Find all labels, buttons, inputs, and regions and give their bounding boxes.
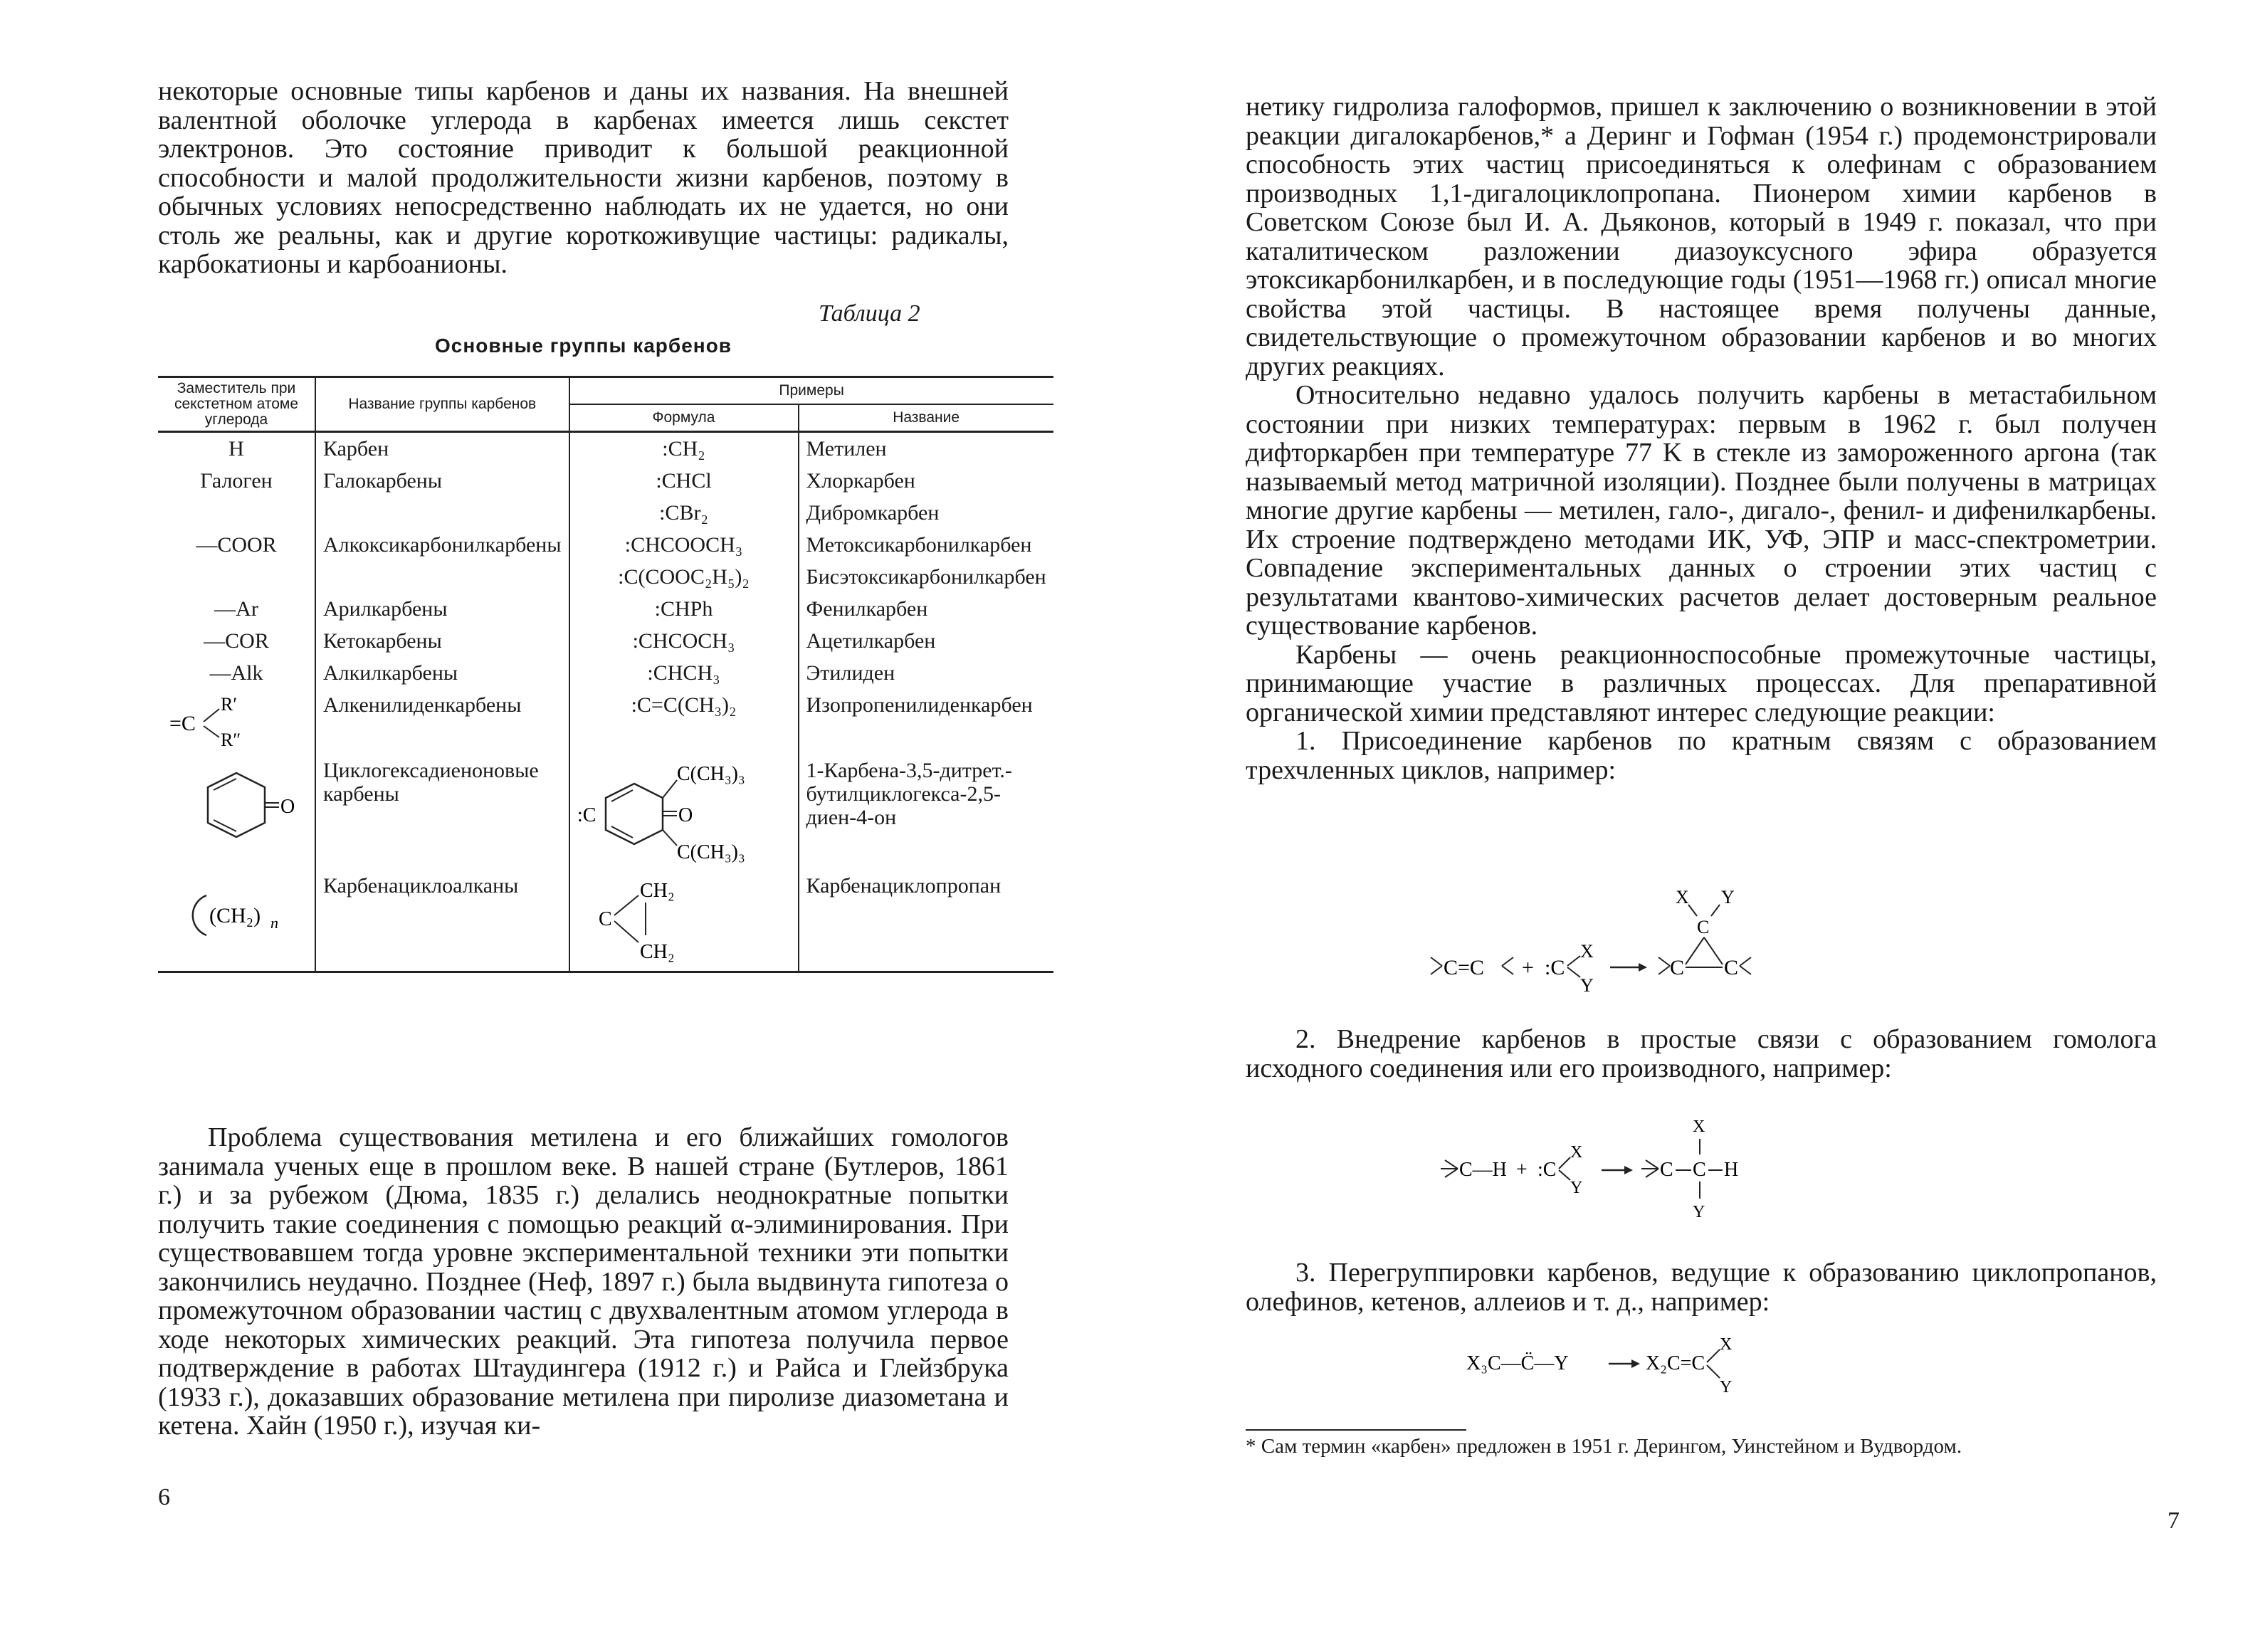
table-row (158, 465, 1053, 497)
eq3-y: Y (1720, 1378, 1733, 1396)
cell-formula-cyclopropane (569, 870, 799, 972)
cyclopropane-carbene-structure (577, 874, 720, 967)
cell-group: Карбенациклоалканы (315, 870, 569, 972)
cell-name: 1-Карбена-3,5-дитрет.-бутилциклогекса-2,5-диен-4-он (799, 754, 1053, 870)
cycloalkane-structure (165, 874, 307, 952)
page-number: 7 (2167, 1508, 2180, 1534)
right-text (1246, 93, 2157, 784)
cell-formula: :CBr₂ (569, 497, 799, 529)
table-row (158, 497, 1053, 529)
eq1-c-left: C (1670, 956, 1685, 979)
eq3-reactant: X₃C—C̈—Y (1466, 1352, 1569, 1374)
equation-rearrangement (1466, 1324, 1865, 1402)
eq1-c-top: C (1697, 917, 1710, 937)
eq2-x: X (1570, 1143, 1583, 1162)
cell-group (315, 497, 569, 529)
paragraph: Карбены — очень реакционноспособные промежуточные частицы, принимающие участие в различных процессах. Для препаративной органической химии представляют интерес следующие реакции: (1246, 639, 2157, 727)
cell-group: Карбен (315, 432, 569, 465)
table-title: Основные группы карбенов (434, 335, 732, 357)
left-bottom-text (158, 1123, 1009, 1441)
table-row (158, 870, 1053, 972)
paragraph: Относительно недавно удалось получить карбены в метастабильном состоянии при низких температурах: первым в 1962 г. был получен дифторкарбен при температуре 77 K в стекле из замороженного аргона (так называемый метод матричной изоляции). Позднее были получены в матрицах многие другие карбены — метилен, гало-, дигало-, фенил- и дифенилкарбены. Их строение подтверждено методами ИК, УФ, ЭПР и масс-спектрометрии. Совпадение экспериментальных данных о строении этих частиц с результатами квантово-химических расчетов делает достоверным реальное существование карбенов. (1246, 380, 2157, 641)
eq1-y: Y (1580, 975, 1594, 996)
quinone-oxygen: O (678, 804, 693, 826)
page-number: 6 (158, 1484, 170, 1510)
header-formula: Формула (569, 404, 799, 432)
cell-name: Фенилкарбен (799, 593, 1053, 625)
cell-name: Хлоркарбен (799, 465, 1053, 497)
cell-name: Изопропенилиденкарбен (799, 689, 1053, 754)
cell-group: Алкоксикарбонилкарбены (315, 529, 569, 561)
paragraph: некоторые основные типы карбенов и даны их названия. На внешней валентной оболочке углерода в карбенах имеется лишь секстет электронов. Это состояние приводит к большой реакционной способности и малой продолжительности жизни карбенов, поэтому в обычных условиях непосредственно наблюдать их не удается, но они столь же реальны, как и другие короткоживущие частицы: радикалы, карбокатионы и карбоанионы. (158, 76, 1009, 279)
cell-substituent: H (228, 437, 244, 461)
eq1-x-top: X (1676, 887, 1689, 907)
cell-formula: :CHCOOCH₃ (569, 529, 799, 561)
eq1-colon-c: :C (1545, 956, 1565, 979)
table-row (158, 561, 1053, 593)
cell-name: Дибромкарбен (799, 497, 1053, 529)
r-double-prime-label: R″ (221, 730, 241, 750)
cell-formula: :C=C(CH₃)₂ (569, 689, 799, 754)
item-2-text (1246, 1025, 2157, 1083)
cyclohexadienone-structure (165, 759, 307, 866)
eq2-y: Y (1570, 1179, 1583, 1197)
cell-formula: :CHCH₃ (569, 657, 799, 689)
cell-substituent: —COR (204, 629, 269, 653)
cell-substituent-cyclohexadienone (158, 754, 315, 870)
eq2-c-h: C—H (1459, 1159, 1507, 1181)
quinone-carbene-structure (577, 759, 791, 866)
cell-group: Алкенилиденкарбены (315, 689, 569, 754)
table-row (158, 432, 1053, 465)
cell-substituent-cycloalkane (158, 870, 315, 972)
cell-formula-quinone (569, 754, 799, 870)
table-label: Таблица 2 (819, 300, 920, 327)
eq2-plus: + (1516, 1159, 1528, 1181)
eq2-y-bottom: Y (1693, 1203, 1705, 1221)
right-page (1125, 0, 2250, 1652)
table-row (158, 689, 1053, 754)
cell-substituent-alkenylidene (158, 689, 315, 754)
item-3-text (1246, 1258, 2157, 1316)
table-row (158, 529, 1053, 561)
cyclopropane-ch2-top: CH₂ (639, 880, 675, 902)
cyclohexadienone-oxygen: O (280, 796, 295, 818)
list-item: 1. Присоединение карбенов по кратным связям с образованием трехчленных циклов, например: (1246, 726, 2157, 785)
header-examples: Примеры (569, 377, 1053, 405)
eq2-c-center: C (1693, 1159, 1706, 1181)
alkenylidene-eq-c: =C (169, 712, 196, 735)
cell-substituent: —Alk (209, 661, 263, 685)
tbutyl-top: C(CH₃)₃ (676, 763, 745, 785)
eq1-y-top: Y (1721, 887, 1735, 907)
eq1-ceq: C=C (1444, 956, 1484, 979)
cell-substituent: —Ar (214, 597, 258, 621)
eq2-c-left: C (1660, 1159, 1673, 1181)
cell-group: Кетокарбены (315, 625, 569, 657)
cell-group: Циклогексадиеноновые карбены (315, 754, 569, 870)
header-substituent: Заместитель при секстетном атоме углерода (174, 380, 299, 428)
table-row (158, 754, 1053, 870)
eq2-colon-c: :C (1537, 1159, 1557, 1181)
cyclopropane-c: C (598, 908, 612, 930)
eq1-c-right: C (1724, 956, 1739, 979)
cell-group: Алкилкарбены (315, 657, 569, 689)
cell-group: Арилкарбены (315, 593, 569, 625)
table-row (158, 625, 1053, 657)
header-group-name: Название группы карбенов (315, 377, 569, 432)
cell-name: Карбенациклопропан (799, 870, 1053, 972)
alkenylidene-structure (165, 693, 265, 750)
tbutyl-bottom: C(CH₃)₃ (676, 841, 745, 863)
cell-name: Метилен (799, 432, 1053, 465)
cell-name: Этилиден (799, 657, 1053, 689)
left-top-text (158, 77, 1009, 279)
eq2-h: H (1724, 1159, 1739, 1181)
footnote-rule (1246, 1429, 1466, 1431)
cell-substituent (158, 497, 315, 529)
cell-name: Бисэтоксикарбонилкарбен (799, 561, 1053, 593)
cell-group (315, 561, 569, 593)
eq1-x: X (1580, 941, 1594, 962)
r-prime-label: R′ (221, 694, 238, 715)
cycloalkane-n: n (270, 914, 278, 932)
cycloalkane-ch2: (CH₂) (209, 904, 261, 927)
eq1-plus: + (1522, 956, 1534, 979)
cell-substituent: Галоген (200, 469, 273, 493)
cyclopropane-ch2-bottom: CH₂ (639, 941, 675, 963)
footnote: * Сам термин «карбен» предложен в 1951 г. Дерингом, Уинстейном и Вудвордом. (1246, 1435, 1962, 1458)
paragraph: Проблема существования метилена и его ближайших гомологов занимала ученых еще в прошлом веке. В нашей стране (Бутлеров, 1861 г.) и за рубежом (Дюма, 1835 г.) делались неоднократные попытки получить такие соединения с помощью реакций α-элиминирования. При существовавшем тогда уровне экспериментальной техники эти попытки закончились неудачно. Позднее (Неф, 1897 г.) была выдвинута гипотеза о промежуточном образовании частиц с двухвалентным атомом углерода в ходе некоторых химических реакций. Эта гипотеза получила первое подтверждение в работах Штаудингера (1912 г.) и Райса и Глейзбрука (1933 г.), доказавших образование метилена при пиролизе диазометана и кетена. Хайн (1950 г.), изучая ки- (158, 1122, 1009, 1441)
quinone-carbene-c: :C (577, 804, 596, 826)
paragraph: нетику гидролиза галоформов, пришел к заключению о возникновении в этой реакции дигалокарбенов,* а Деринг и Гофман (1954 г.) продемонстрировали способность этих частиц присоединяться к олефинам с образованием производных 1,1-дигалоциклопропана. Пионером химии карбенов в Советском Союзе был И. А. Дьяконов, который в 1949 г. показал, что при каталитическом разложении диазоуксусного эфира образуется этоксикарбонилкарбен, и в последующие годы (1951—1968 гг.) описал многие свойства этой частицы. В настоящее время получены данные, свидетельствующие о промежуточном образовании карбенов и во многих других реакциях. (1246, 92, 2157, 382)
cell-formula: :CHCl (569, 465, 799, 497)
cell-substituent: —COOR (196, 533, 277, 557)
eq3-product: X₂C=C (1646, 1352, 1705, 1374)
equation-insertion (1438, 1110, 1879, 1231)
cell-formula: :C(COOC₂H₅)₂ (569, 561, 799, 593)
eq3-x: X (1720, 1335, 1733, 1354)
equation-cyclopropanation (1424, 886, 1851, 1007)
carbene-table (158, 376, 1053, 973)
cell-name: Ацетилкарбен (799, 625, 1053, 657)
cell-group: Галокарбены (315, 465, 569, 497)
table-row (158, 657, 1053, 689)
header-name: Название (799, 404, 1053, 432)
eq2-x-top: X (1693, 1117, 1705, 1136)
table-row (158, 593, 1053, 625)
list-item: 3. Перегруппировки карбенов, ведущие к образованию циклопропанов, олефинов, кетенов, аллеиов и т. д., например: (1246, 1258, 2157, 1317)
cell-substituent (158, 561, 315, 593)
cell-formula: :CH₂ (569, 432, 799, 465)
cell-formula: :CHCOCH₃ (569, 625, 799, 657)
cell-name: Метоксикарбонилкарбен (799, 529, 1053, 561)
list-item: 2. Внедрение карбенов в простые связи с образованием гомолога исходного соединения или его производного, например: (1246, 1024, 2157, 1083)
cell-formula: :CHPh (569, 593, 799, 625)
